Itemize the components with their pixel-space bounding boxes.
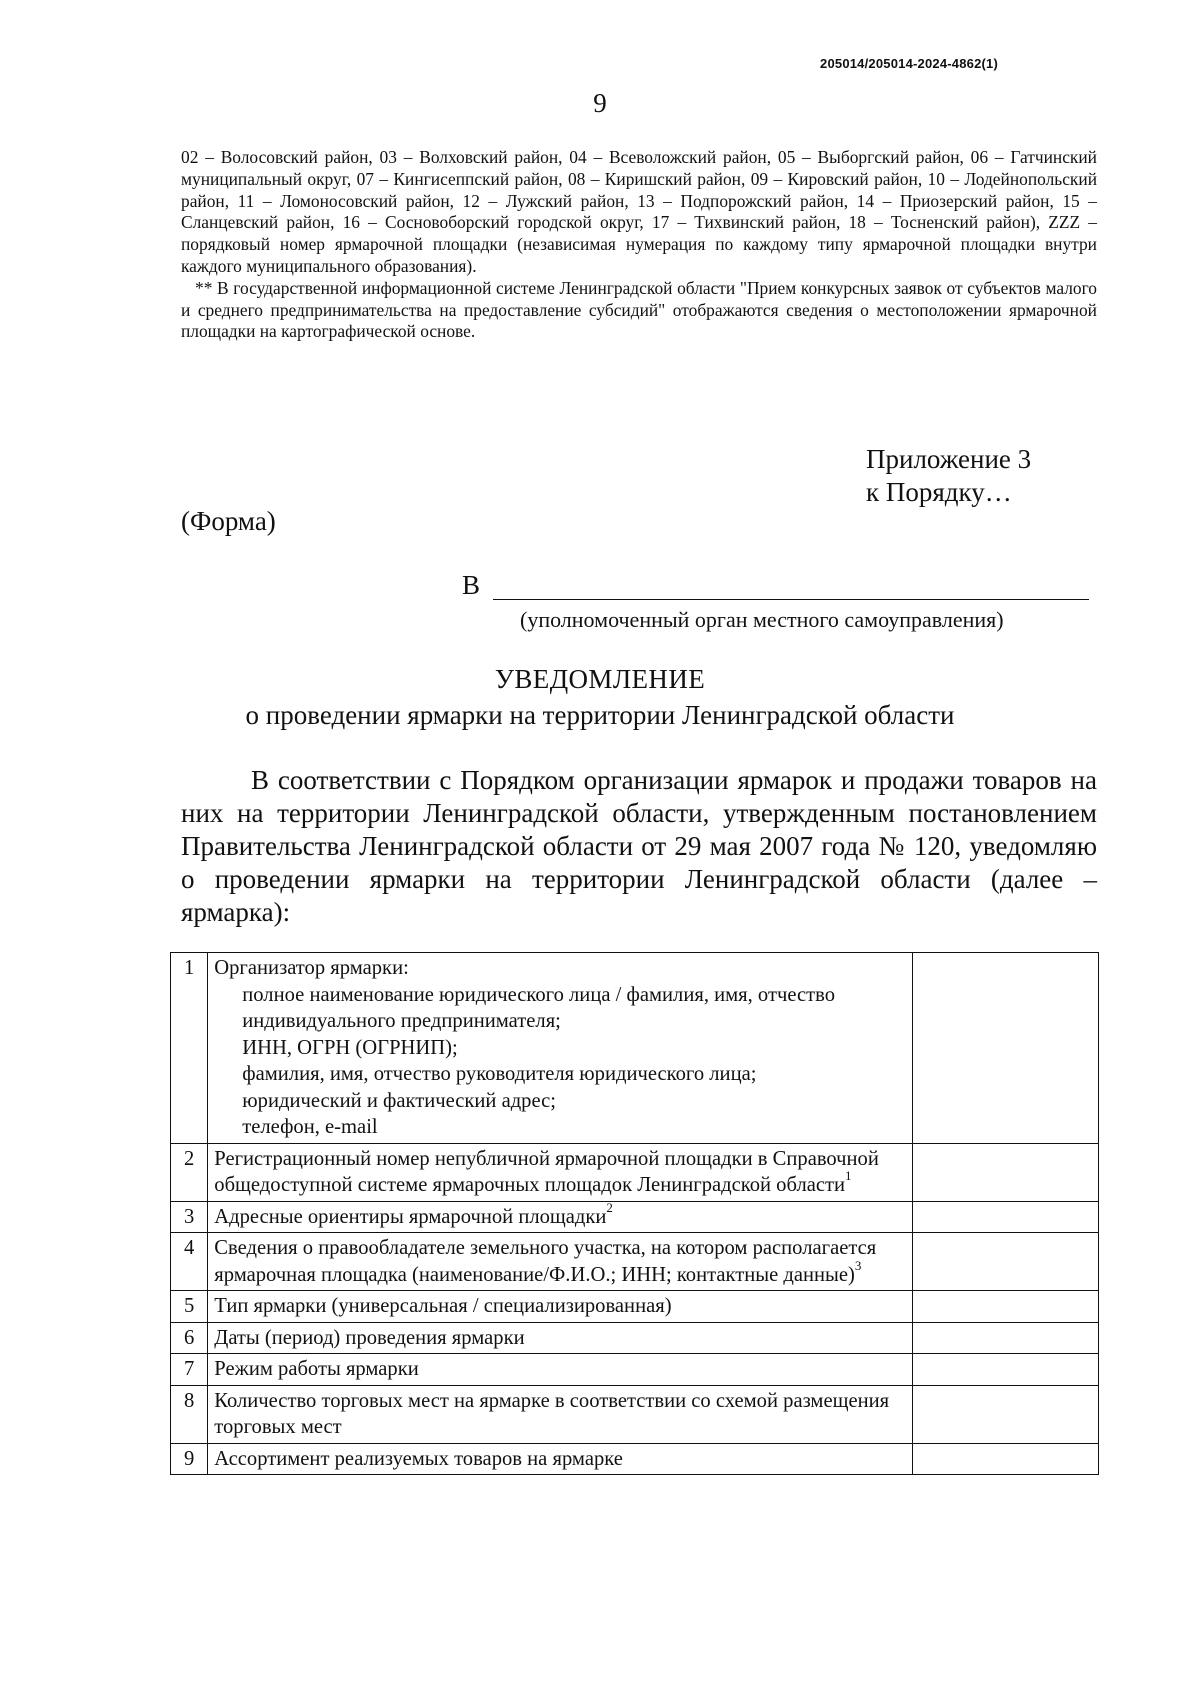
row-value-cell[interactable] — [912, 953, 1098, 1144]
row-label: Режим работы ярмарки — [208, 1354, 912, 1386]
footnote-marker: 3 — [854, 1257, 862, 1273]
row-label-sub: телефон, e-mail — [242, 1116, 378, 1138]
row-label — [208, 1143, 912, 1201]
row-label — [208, 1201, 912, 1233]
row-value-cell[interactable] — [912, 1143, 1098, 1201]
row-label-sub: фамилия, имя, отчество руководителя юридического лица; — [242, 1063, 757, 1085]
footnote-marker: 2 — [606, 1199, 613, 1215]
row-label: Ассортимент реализуемых товаров на ярмарке — [208, 1443, 912, 1475]
document-subtitle: о проведении ярмарки на территории Ленинградской области — [245, 700, 955, 730]
addressee-caption: (уполномоченный орган местного самоуправления) — [520, 607, 1004, 632]
row-value-cell[interactable] — [912, 1443, 1098, 1475]
table-row — [171, 1385, 1099, 1443]
addressee-blank-line[interactable] — [493, 599, 1089, 600]
row-number: 5 — [171, 1291, 208, 1323]
addressee-prefix: В — [462, 570, 481, 600]
document-id: 205014/205014-2024-4862(1) — [820, 56, 998, 71]
footnote-block — [181, 147, 1097, 343]
row-label-sub: полное наименование юридического лица / фамилия, имя, отчество индивидуального предпринимателя; — [242, 983, 835, 1032]
row-label-text: Сведения о правообладателе земельного участка, на котором располагается ярмарочная площадка (наименование/Ф.И.О.; ИНН; контактные данные) — [214, 1237, 877, 1286]
municipality-codes-note: 02 – Волосовский район, 03 – Волховский район, 04 – Всеволожский район, 05 – Выборгский район, 06 – Гатчинский муниципальный округ, 07 – Кингисеппский район, 08 – Киришский район, 09 – Кировский район, 10 – Лодейнопольский район, 11 – Ломоносовский район, 12 – Лужский район, 13 – Подпорожский район, 14 – Приозерский район, 15 – Сланцевский район, 16 – Сосновоборский городской округ, 17 – Тихвинский район, 18 – Тосненский район), ZZZ – порядковый номер ярмарочной площадки (независимая нумерация по каждому типу ярмарочной площадки внутри каждого муниципального образования). — [181, 147, 1097, 276]
row-value-cell[interactable] — [912, 1354, 1098, 1386]
form-label: (Форма) — [181, 506, 276, 536]
appendix-line-2: к Порядку… — [866, 477, 1012, 507]
row-label: Тип ярмарки (универсальная / специализированная) — [208, 1291, 912, 1323]
row-number: 6 — [171, 1322, 208, 1354]
row-number: 1 — [171, 953, 208, 1144]
row-number: 3 — [171, 1201, 208, 1233]
row-value-cell[interactable] — [912, 1322, 1098, 1354]
document-title: УВЕДОМЛЕНИЕ — [494, 664, 706, 694]
row-number: 8 — [171, 1385, 208, 1443]
row-number: 9 — [171, 1443, 208, 1475]
appendix-reference — [866, 443, 1031, 509]
row-number: 7 — [171, 1354, 208, 1386]
table-row — [171, 1443, 1099, 1475]
row-label — [208, 953, 912, 1144]
row-label-text: Адресные ориентиры ярмарочной площадки — [214, 1205, 607, 1228]
row-label-sub: юридический и фактический адрес; — [242, 1089, 556, 1112]
row-value-cell[interactable] — [912, 1233, 1098, 1291]
row-number: 4 — [171, 1233, 208, 1291]
row-number: 2 — [171, 1143, 208, 1201]
row-label-sub: ИНН, ОГРН (ОГРНИП); — [242, 1036, 458, 1059]
row-label: Количество торговых мест на ярмарке в соответствии со схемой размещения торговых мест — [208, 1385, 912, 1443]
row-value-cell[interactable] — [912, 1201, 1098, 1233]
appendix-line-1: Приложение 3 — [866, 444, 1032, 474]
intro-paragraph: В соответствии с Порядком организации ярмарок и продажи товаров на них на территории Ленинградской области, утвержденным постановлением Правительства Ленинградской области от 29 мая 2007 года № 120, уведомляю о проведении ярмарки на территории Ленинградской области (далее – ярмарка): — [181, 765, 1097, 927]
footnote-marker: 1 — [845, 1168, 852, 1184]
row-label: Даты (период) проведения ярмарки — [208, 1322, 912, 1354]
row-label-text: Регистрационный номер непубличной ярмарочной площадки в Справочной общедоступной системе ярмарочных площадок Ленинградской области — [214, 1147, 879, 1196]
row-value-cell[interactable] — [912, 1291, 1098, 1323]
row-label-title: Организатор ярмарки: — [214, 957, 409, 979]
row-label — [208, 1233, 912, 1291]
table-row — [171, 1354, 1099, 1386]
row-value-cell[interactable] — [912, 1385, 1098, 1443]
table-row — [171, 953, 1099, 1144]
notification-form-table — [170, 952, 1099, 1475]
table-row — [171, 1322, 1099, 1354]
gis-note: ** В государственной информационной системе Ленинградской области "Прием конкурсных заявок от субъектов малого и среднего предпринимательства на предоставление субсидий" отображаются сведения о местоположении ярмарочной площадки на картографической основе. — [181, 277, 1097, 342]
page-number: 9 — [593, 88, 607, 118]
table-row — [171, 1143, 1099, 1201]
table-row — [171, 1201, 1099, 1233]
table-row — [171, 1233, 1099, 1291]
table-row — [171, 1291, 1099, 1323]
